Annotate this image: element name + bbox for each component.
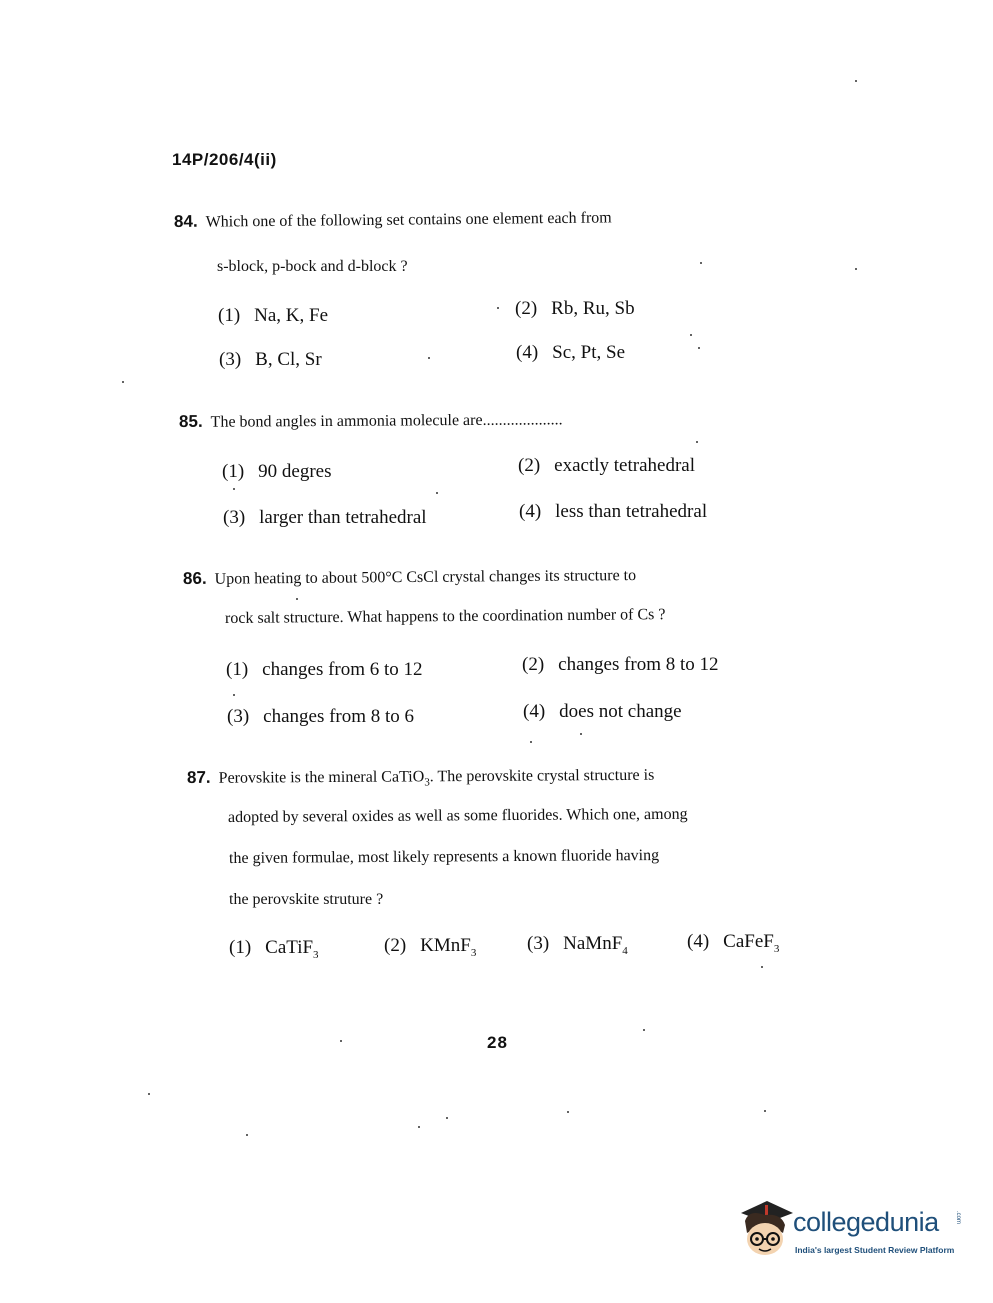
option-text: larger than tetrahedral — [259, 507, 427, 528]
scan-speck — [428, 357, 430, 359]
scan-speck — [340, 1040, 342, 1042]
scan-speck — [764, 1110, 766, 1112]
question-85-number: 85. — [178, 411, 203, 431]
option-number: (1) — [218, 305, 241, 326]
page-number: 28 — [487, 1033, 508, 1052]
scan-speck — [530, 741, 532, 743]
option-number: (4) — [687, 931, 710, 952]
option-number: (4) — [519, 501, 542, 522]
question-87-line-4 — [229, 891, 383, 909]
scan-speck — [122, 381, 124, 383]
option-number: (4) — [523, 701, 546, 722]
option-text: Na, K, Fe — [254, 305, 329, 326]
question-84-option-2 — [515, 298, 635, 320]
question-85-option-4 — [519, 501, 707, 523]
scan-speck — [418, 1126, 420, 1128]
question-86-option-3 — [227, 706, 414, 728]
question-87-text-4: the perovskite struture ? — [229, 891, 384, 908]
question-86-option-1 — [226, 659, 423, 681]
paper-code: 14P/206/4(ii) — [172, 150, 277, 169]
option-text: CaTiF — [265, 937, 314, 958]
mascot-icon — [735, 1195, 795, 1265]
question-87-text-3: the given formulae, most likely represents a known fluoride having — [228, 846, 660, 867]
option-number: (4) — [516, 342, 539, 363]
question-84-number: 84. — [173, 211, 198, 231]
option-text: Rb, Ru, Sb — [551, 298, 635, 319]
question-87-option-2 — [384, 935, 476, 959]
option-number: (3) — [223, 507, 246, 528]
question-87-text-2: adopted by several oxides as well as some fluorides. Which one, among — [227, 805, 688, 826]
option-number: (2) — [515, 298, 538, 319]
scan-speck — [497, 307, 499, 309]
option-text: does not change — [559, 701, 682, 722]
question-85-option-1 — [222, 461, 332, 483]
question-87-option-3 — [527, 933, 628, 957]
option-text: NaMnF — [563, 933, 623, 954]
scan-speck — [696, 441, 698, 443]
question-86-line-2 — [225, 606, 666, 628]
question-87-line-3 — [229, 847, 659, 868]
question-84-option-1 — [218, 305, 328, 327]
question-85-line-1 — [179, 409, 563, 432]
question-84-option-3 — [219, 349, 322, 371]
option-number: (1) — [226, 659, 249, 680]
question-87-text-1-rest: . The perovskite crystal structure is — [429, 766, 655, 786]
question-87-option-1 — [229, 937, 319, 961]
scan-speck — [855, 80, 857, 82]
scan-speck — [148, 1093, 150, 1095]
option-subscript: 3 — [773, 942, 780, 955]
scan-speck — [246, 1134, 248, 1136]
option-text: changes from 8 to 6 — [263, 706, 415, 727]
question-86-number: 86. — [182, 568, 207, 588]
question-84-text-2: s-block, p-bock and d-block ? — [217, 258, 408, 275]
scan-speck — [761, 966, 763, 968]
question-84-line-2 — [217, 258, 408, 276]
question-84-option-4 — [516, 342, 625, 364]
option-text: changes from 8 to 12 — [558, 654, 719, 675]
question-87-text-1: Perovskite is the mineral CaTiO — [218, 768, 425, 787]
question-87-option-4 — [687, 931, 779, 955]
scan-speck — [233, 488, 235, 490]
scan-speck — [436, 492, 438, 494]
question-86-line-1 — [183, 565, 636, 589]
scan-speck — [296, 598, 298, 600]
question-85-option-2 — [518, 455, 695, 477]
option-text: KMnF — [420, 935, 471, 956]
option-text: 90 degres — [258, 461, 332, 482]
option-number: (2) — [518, 455, 541, 476]
question-86-text-2: rock salt structure. What happens to the coordination number of Cs ? — [224, 606, 666, 627]
option-number: (3) — [219, 349, 242, 370]
option-subscript: 3 — [313, 948, 319, 961]
scan-speck — [698, 347, 700, 349]
option-subscript: 3 — [470, 946, 477, 959]
question-84-line-1 — [174, 207, 612, 232]
logo-suffix: .com — [955, 1211, 961, 1225]
option-number: (3) — [227, 706, 250, 727]
question-84-text-1: Which one of the following set contains one element each from — [205, 209, 612, 231]
option-number: (2) — [384, 935, 407, 956]
option-number: (2) — [522, 654, 545, 675]
question-87-line-2 — [228, 806, 688, 827]
scan-speck — [233, 694, 235, 696]
collegedunia-logo — [735, 1195, 965, 1265]
option-text: B, Cl, Sr — [255, 349, 322, 370]
scan-speck — [643, 1029, 645, 1031]
scan-speck — [580, 733, 582, 735]
scan-speck — [446, 1117, 448, 1119]
scan-speck — [567, 1111, 569, 1113]
logo-wordmark: collegedunia — [793, 1207, 939, 1237]
question-85-option-3 — [223, 507, 427, 529]
question-87-number: 87. — [186, 767, 211, 787]
question-85-text-1: The bond angles in ammonia molecule are.................... — [210, 411, 563, 431]
option-text: CaFeF — [723, 931, 774, 952]
option-number: (3) — [527, 933, 550, 954]
question-86-option-4 — [523, 701, 682, 723]
scan-speck — [700, 262, 702, 264]
option-number: (1) — [222, 461, 245, 482]
option-text: Sc, Pt, Se — [552, 342, 626, 363]
logo-tagline: India's largest Student Review Platform — [795, 1245, 955, 1255]
option-text: less than tetrahedral — [555, 501, 708, 522]
option-text: changes from 6 to 12 — [262, 659, 423, 680]
question-87-subscript: 3 — [424, 776, 430, 789]
question-86-text-1: Upon heating to about 500°C CsCl crystal changes its structure to — [214, 567, 637, 588]
option-text: exactly tetrahedral — [554, 455, 695, 476]
option-subscript: 4 — [622, 944, 628, 957]
question-87-line-1 — [187, 765, 654, 790]
scan-speck — [690, 334, 692, 336]
option-number: (1) — [229, 937, 252, 958]
question-86-option-2 — [522, 654, 719, 676]
scan-speck — [855, 268, 857, 270]
